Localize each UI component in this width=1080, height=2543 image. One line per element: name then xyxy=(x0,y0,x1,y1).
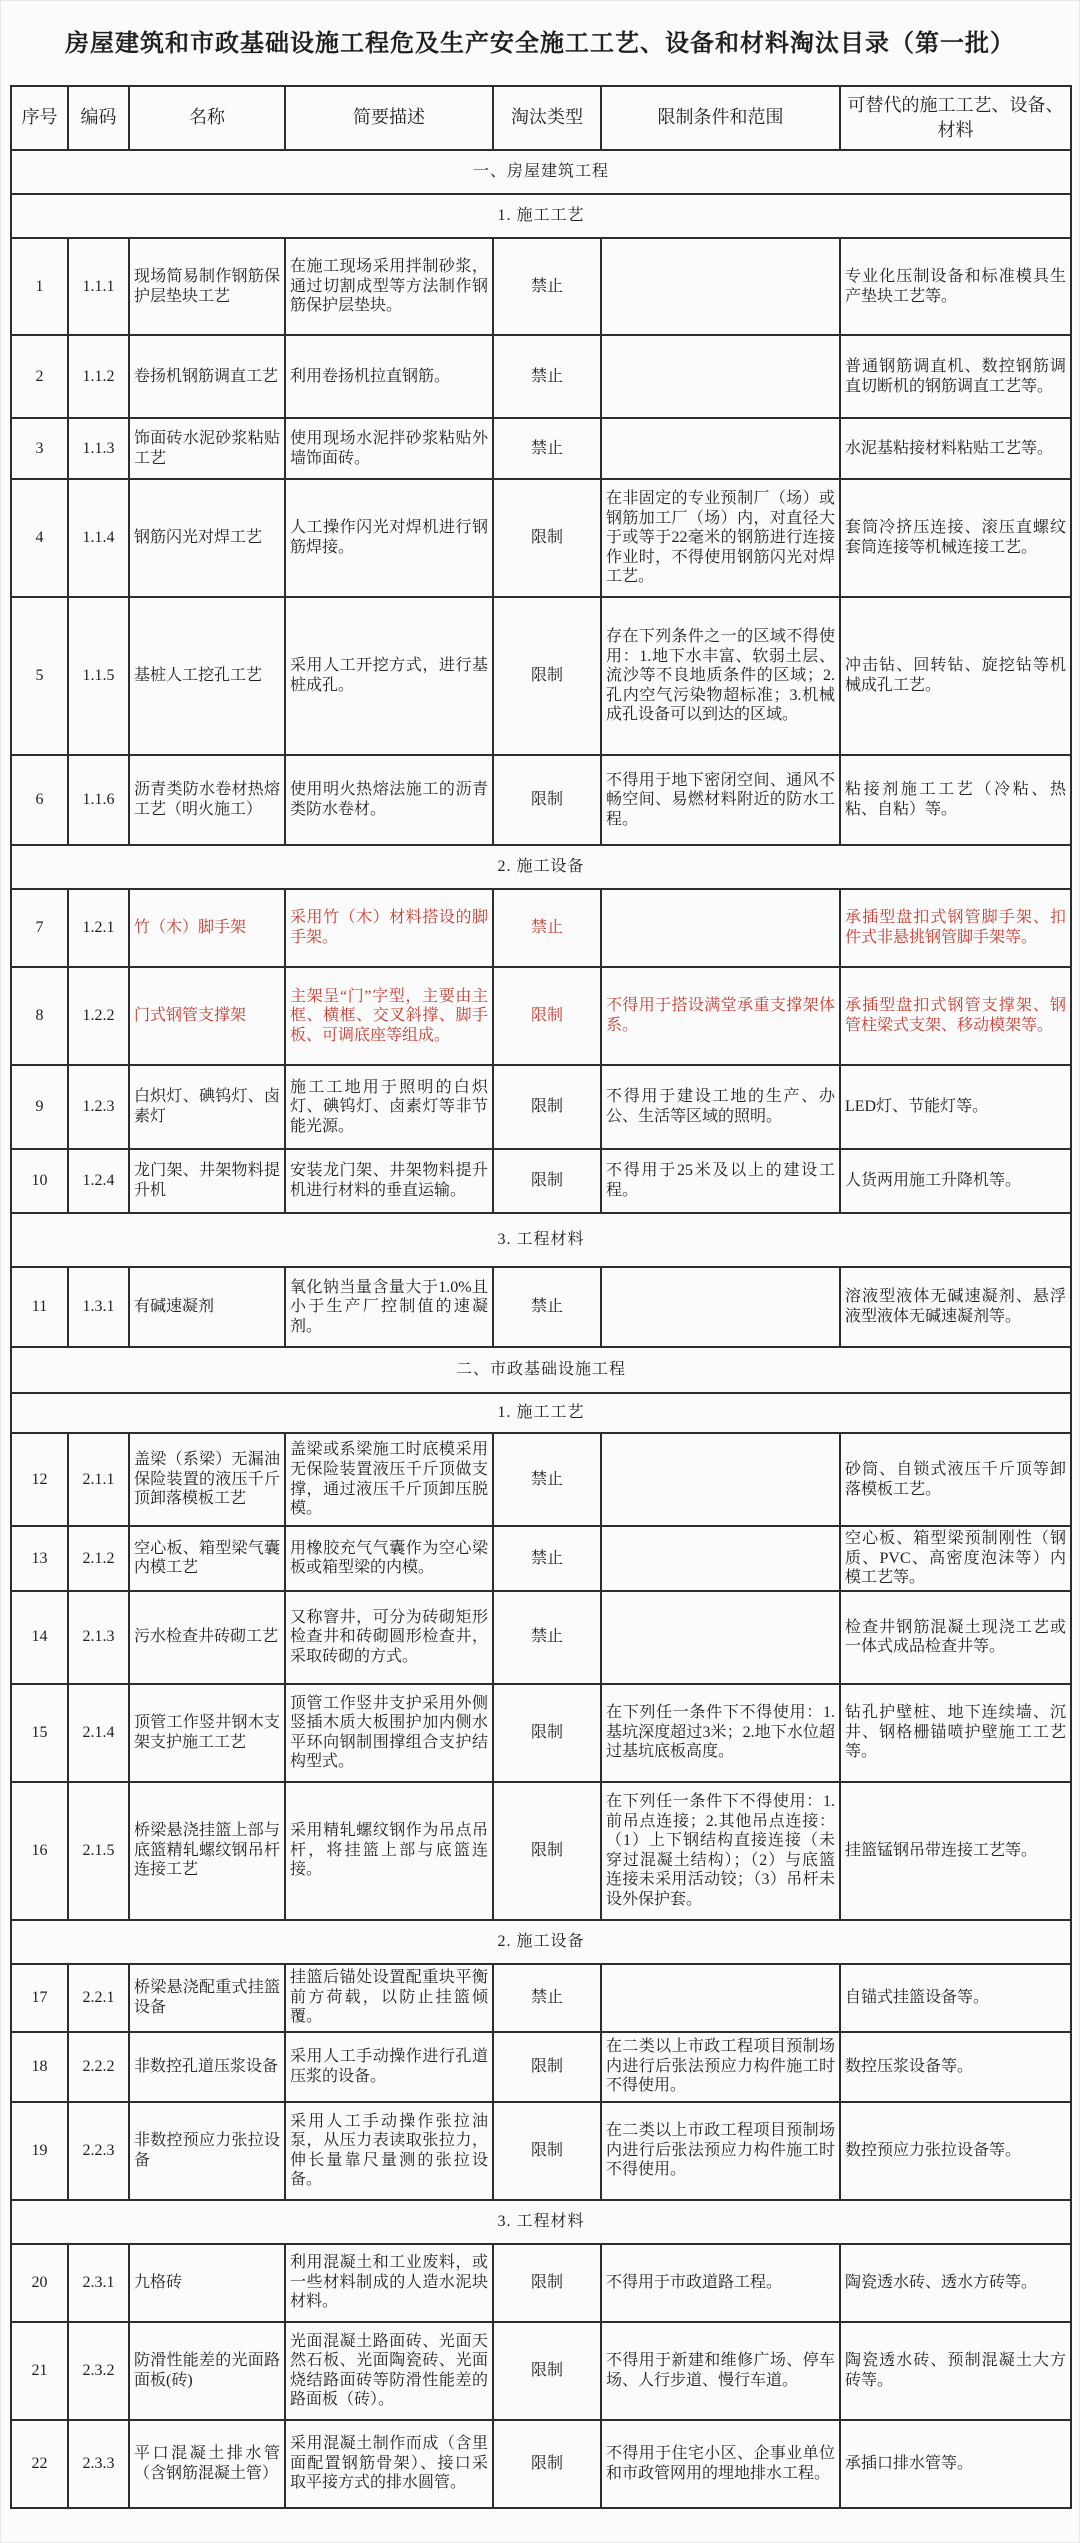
cell-description: 在施工现场采用拌制砂浆，通过切割成型等方法制作钢筋保护层垫块。 xyxy=(285,238,493,335)
section-title: 1. 施工工艺 xyxy=(11,1393,1071,1433)
cell-no: 20 xyxy=(11,2244,68,2322)
cell-alternative: 陶瓷透水砖、预制混凝土大方砖等。 xyxy=(840,2322,1071,2420)
cell-type: 禁止 xyxy=(493,1526,601,1591)
cell-code: 1.1.1 xyxy=(68,238,129,335)
cell-code: 2.2.3 xyxy=(68,2102,129,2200)
cell-restriction xyxy=(601,1591,840,1684)
cell-name: 基桩人工挖孔工艺 xyxy=(129,597,285,755)
section-title: 1. 施工工艺 xyxy=(11,194,1071,238)
cell-restriction: 不得用于搭设满堂承重支撑架体系。 xyxy=(601,967,840,1065)
cell-alternative: LED灯、节能灯等。 xyxy=(840,1065,1071,1149)
cell-description: 采用人工手动操作进行孔道压浆的设备。 xyxy=(285,2032,493,2102)
section-row xyxy=(11,194,1071,238)
cell-name: 非数控孔道压浆设备 xyxy=(129,2032,285,2102)
cell-code: 2.2.1 xyxy=(68,1964,129,2032)
table-row xyxy=(11,1433,1071,1526)
cell-type: 限制 xyxy=(493,2244,601,2322)
cell-restriction xyxy=(601,238,840,335)
section-title: 3. 工程材料 xyxy=(11,2200,1071,2244)
cell-restriction xyxy=(601,335,840,418)
table-row xyxy=(11,1964,1071,2032)
cell-description: 采用精轧螺纹钢作为吊点吊杆，将挂篮上部与底篮连接。 xyxy=(285,1782,493,1920)
table-row xyxy=(11,2244,1071,2322)
cell-alternative: 专业化压制设备和标准模具生产垫块工艺等。 xyxy=(840,238,1071,335)
cell-no: 9 xyxy=(11,1065,68,1149)
cell-restriction xyxy=(601,1526,840,1591)
cell-name: 有碱速凝剂 xyxy=(129,1267,285,1347)
cell-description: 主架呈“门”字型，主要由主框、横框、交叉斜撑、脚手板、可调底座等组成。 xyxy=(285,967,493,1065)
cell-name: 龙门架、井架物料提升机 xyxy=(129,1149,285,1213)
section-row xyxy=(11,2200,1071,2244)
cell-type: 限制 xyxy=(493,2032,601,2102)
section-row xyxy=(11,1393,1071,1433)
column-header-code: 编码 xyxy=(68,86,129,150)
cell-name: 非数控预应力张拉设备 xyxy=(129,2102,285,2200)
cell-alternative: 冲击钻、回转钻、旋挖钻等机械成孔工艺。 xyxy=(840,597,1071,755)
cell-no: 3 xyxy=(11,418,68,479)
cell-code: 2.3.2 xyxy=(68,2322,129,2420)
cell-restriction: 不得用于新建和维修广场、停车场、人行步道、慢行车道。 xyxy=(601,2322,840,2420)
cell-restriction xyxy=(601,1267,840,1347)
cell-no: 15 xyxy=(11,1684,68,1782)
table-row xyxy=(11,2420,1071,2508)
cell-name: 沥青类防水卷材热熔工艺（明火施工） xyxy=(129,755,285,845)
cell-type: 限制 xyxy=(493,967,601,1065)
cell-name: 桥梁悬浇挂篮上部与底篮精轧螺纹钢吊杆连接工艺 xyxy=(129,1782,285,1920)
cell-alternative: 人货两用施工升降机等。 xyxy=(840,1149,1071,1213)
table-row xyxy=(11,238,1071,335)
cell-code: 1.2.1 xyxy=(68,889,129,967)
cell-no: 10 xyxy=(11,1149,68,1213)
cell-no: 16 xyxy=(11,1782,68,1920)
cell-description: 光面混凝土路面砖、光面天然石板、光面陶瓷砖、光面烧结路面砖等防滑性能差的路面板（砖）。 xyxy=(285,2322,493,2420)
cell-code: 2.1.1 xyxy=(68,1433,129,1526)
cell-alternative: 数控压浆设备等。 xyxy=(840,2032,1071,2102)
cell-description: 安装龙门架、井架物料提升机进行材料的垂直运输。 xyxy=(285,1149,493,1213)
cell-no: 2 xyxy=(11,335,68,418)
cell-code: 1.2.3 xyxy=(68,1065,129,1149)
cell-code: 2.1.4 xyxy=(68,1684,129,1782)
cell-description: 挂篮后锚处设置配重块平衡前方荷载，以防止挂篮倾覆。 xyxy=(285,1964,493,2032)
cell-description: 盖梁或系梁施工时底模采用无保险装置液压千斤顶做支撑，通过液压千斤顶卸压脱模。 xyxy=(285,1433,493,1526)
cell-code: 1.3.1 xyxy=(68,1267,129,1347)
cell-description: 顶管工作竖井支护采用外侧竖插木质大板围护加内侧水平环向钢制围撑组合支护结构型式。 xyxy=(285,1684,493,1782)
table-row xyxy=(11,889,1071,967)
cell-restriction: 在下列任一条件下不得使用：1.基坑深度超过3米；2.地下水位超过基坑底板高度。 xyxy=(601,1684,840,1782)
cell-alternative: 砂筒、自锁式液压千斤顶等卸落模板工艺。 xyxy=(840,1433,1071,1526)
cell-description: 利用卷扬机拉直钢筋。 xyxy=(285,335,493,418)
cell-type: 限制 xyxy=(493,2420,601,2508)
cell-no: 12 xyxy=(11,1433,68,1526)
cell-type: 限制 xyxy=(493,479,601,597)
cell-type: 限制 xyxy=(493,1684,601,1782)
cell-type: 禁止 xyxy=(493,1964,601,2032)
cell-type: 限制 xyxy=(493,2102,601,2200)
cell-alternative: 钻孔护壁桩、地下连续墙、沉井、钢格栅锚喷护壁施工工艺等。 xyxy=(840,1684,1071,1782)
cell-description: 采用竹（木）材料搭设的脚手架。 xyxy=(285,889,493,967)
cell-alternative: 挂篮锰钢吊带连接工艺等。 xyxy=(840,1782,1071,1920)
cell-no: 19 xyxy=(11,2102,68,2200)
cell-description: 采用混凝土制作而成（含里面配置钢筋骨架）、接口采取平接方式的排水圆管。 xyxy=(285,2420,493,2508)
table-row xyxy=(11,1684,1071,1782)
header-row xyxy=(11,86,1071,150)
cell-type: 禁止 xyxy=(493,238,601,335)
cell-alternative: 套筒冷挤压连接、滚压直螺纹套筒连接等机械连接工艺。 xyxy=(840,479,1071,597)
cell-restriction: 在二类以上市政工程项目预制场内进行后张法预应力构件施工时不得使用。 xyxy=(601,2032,840,2102)
cell-description: 氧化钠当量含量大于1.0%且小于生产厂控制值的速凝剂。 xyxy=(285,1267,493,1347)
cell-code: 2.2.2 xyxy=(68,2032,129,2102)
cell-description: 施工工地用于照明的白炽灯、碘钨灯、卤素灯等非节能光源。 xyxy=(285,1065,493,1149)
cell-no: 22 xyxy=(11,2420,68,2508)
cell-name: 卷扬机钢筋调直工艺 xyxy=(129,335,285,418)
table-row xyxy=(11,1526,1071,1591)
table-row xyxy=(11,1267,1071,1347)
cell-description: 采用人工手动操作张拉油泵，从压力表读取张拉力，伸长量靠尺量测的张拉设备。 xyxy=(285,2102,493,2200)
cell-description: 人工操作闪光对焊机进行钢筋焊接。 xyxy=(285,479,493,597)
cell-alternative: 粘接剂施工工艺（冷粘、热粘、自粘）等。 xyxy=(840,755,1071,845)
cell-alternative: 承插型盘扣式钢管支撑架、钢管柱梁式支架、移动模架等。 xyxy=(840,967,1071,1065)
cell-no: 5 xyxy=(11,597,68,755)
table-row xyxy=(11,1782,1071,1920)
section-row xyxy=(11,845,1071,889)
cell-restriction: 在下列任一条件下不得使用：1.前吊点连接；2.其他吊点连接：（1）上下钢结构直接连接（未穿过混凝土结构）；（2）与底篮连接未采用活动铰；（3）吊杆未设外保护套。 xyxy=(601,1782,840,1920)
cell-description: 又称窨井，可分为砖砌矩形检查井和砖砌圆形检查井，采取砖砌的方式。 xyxy=(285,1591,493,1684)
cell-type: 限制 xyxy=(493,597,601,755)
table-row xyxy=(11,2102,1071,2200)
cell-restriction: 不得用于25米及以上的建设工程。 xyxy=(601,1149,840,1213)
table-row xyxy=(11,418,1071,479)
table-row xyxy=(11,479,1071,597)
cell-type: 禁止 xyxy=(493,889,601,967)
cell-code: 1.1.2 xyxy=(68,335,129,418)
cell-name: 桥梁悬浇配重式挂篮设备 xyxy=(129,1964,285,2032)
cell-code: 2.1.2 xyxy=(68,1526,129,1591)
cell-description: 使用明火热熔法施工的沥青类防水卷材。 xyxy=(285,755,493,845)
table-row xyxy=(11,967,1071,1065)
cell-description: 利用混凝土和工业废料，或一些材料制成的人造水泥块材料。 xyxy=(285,2244,493,2322)
cell-name: 现场简易制作钢筋保护层垫块工艺 xyxy=(129,238,285,335)
cell-no: 17 xyxy=(11,1964,68,2032)
cell-name: 防滑性能差的光面路面板(砖) xyxy=(129,2322,285,2420)
column-header-name: 名称 xyxy=(129,86,285,150)
cell-restriction: 在非固定的专业预制厂（场）或钢筋加工厂（场）内，对直径大于或等于22毫米的钢筋进行连接作业时，不得使用钢筋闪光对焊工艺。 xyxy=(601,479,840,597)
cell-name: 空心板、箱型梁气囊内模工艺 xyxy=(129,1526,285,1591)
column-header-type: 淘汰类型 xyxy=(493,86,601,150)
cell-alternative: 陶瓷透水砖、透水方砖等。 xyxy=(840,2244,1071,2322)
table-row xyxy=(11,2032,1071,2102)
cell-name: 竹（木）脚手架 xyxy=(129,889,285,967)
cell-code: 1.1.3 xyxy=(68,418,129,479)
cell-restriction xyxy=(601,1433,840,1526)
cell-restriction xyxy=(601,1964,840,2032)
cell-type: 禁止 xyxy=(493,1433,601,1526)
cell-no: 18 xyxy=(11,2032,68,2102)
cell-no: 13 xyxy=(11,1526,68,1591)
cell-restriction: 不得用于建设工地的生产、办公、生活等区域的照明。 xyxy=(601,1065,840,1149)
cell-name: 钢筋闪光对焊工艺 xyxy=(129,479,285,597)
section-row xyxy=(11,1347,1071,1393)
cell-alternative: 数控预应力张拉设备等。 xyxy=(840,2102,1071,2200)
cell-code: 1.1.5 xyxy=(68,597,129,755)
cell-restriction xyxy=(601,889,840,967)
catalog-table-body xyxy=(11,150,1071,2508)
table-row xyxy=(11,1591,1071,1684)
cell-no: 21 xyxy=(11,2322,68,2420)
cell-name: 盖梁（系梁）无漏油保险装置的液压千斤顶卸落模板工艺 xyxy=(129,1433,285,1526)
cell-type: 禁止 xyxy=(493,418,601,479)
cell-name: 白炽灯、碘钨灯、卤素灯 xyxy=(129,1065,285,1149)
cell-alternative: 自锚式挂篮设备等。 xyxy=(840,1964,1071,2032)
cell-type: 禁止 xyxy=(493,335,601,418)
cell-type: 限制 xyxy=(493,1149,601,1213)
cell-no: 1 xyxy=(11,238,68,335)
cell-alternative: 检查井钢筋混凝土现浇工艺或一体式成品检查井等。 xyxy=(840,1591,1071,1684)
cell-type: 禁止 xyxy=(493,1267,601,1347)
cell-type: 限制 xyxy=(493,1782,601,1920)
cell-restriction: 不得用于市政道路工程。 xyxy=(601,2244,840,2322)
cell-code: 1.2.2 xyxy=(68,967,129,1065)
cell-type: 限制 xyxy=(493,2322,601,2420)
cell-type: 限制 xyxy=(493,1065,601,1149)
column-header-description: 简要描述 xyxy=(285,86,493,150)
cell-name: 饰面砖水泥砂浆粘贴工艺 xyxy=(129,418,285,479)
cell-description: 用橡胶充气气囊作为空心梁板或箱型梁的内模。 xyxy=(285,1526,493,1591)
column-header-restriction: 限制条件和范围 xyxy=(601,86,840,150)
cell-restriction: 在二类以上市政工程项目预制场内进行后张法预应力构件施工时不得使用。 xyxy=(601,2102,840,2200)
document-title: 房屋建筑和市政基础设施工程危及生产安全施工工艺、设备和材料淘汰目录（第一批） xyxy=(65,31,1015,57)
section-title: 2. 施工设备 xyxy=(11,1920,1071,1964)
table-row xyxy=(11,335,1071,418)
table-row xyxy=(11,1065,1071,1149)
cell-code: 2.3.1 xyxy=(68,2244,129,2322)
section-row xyxy=(11,1213,1071,1267)
section-row xyxy=(11,1920,1071,1964)
table-row xyxy=(11,755,1071,845)
section-title: 3. 工程材料 xyxy=(11,1213,1071,1267)
section-title: 二、市政基础设施工程 xyxy=(11,1347,1071,1393)
column-header-alternative: 可替代的施工工艺、设备、材料 xyxy=(840,86,1071,150)
cell-type: 禁止 xyxy=(493,1591,601,1684)
cell-name: 顶管工作竖井钢木支架支护施工工艺 xyxy=(129,1684,285,1782)
cell-code: 1.1.6 xyxy=(68,755,129,845)
section-row xyxy=(11,150,1071,194)
cell-restriction: 存在下列条件之一的区域不得使用：1.地下水丰富、软弱土层、流沙等不良地质条件的区域；2.孔内空气污染物超标准；3.机械成孔设备可以到达的区域。 xyxy=(601,597,840,755)
table-row xyxy=(11,1149,1071,1213)
cell-alternative: 承插型盘扣式钢管脚手架、扣件式非悬挑钢管脚手架等。 xyxy=(840,889,1071,967)
cell-code: 2.3.3 xyxy=(68,2420,129,2508)
cell-restriction: 不得用于住宅小区、企事业单位和市政管网用的埋地排水工程。 xyxy=(601,2420,840,2508)
cell-restriction: 不得用于地下密闭空间、通风不畅空间、易燃材料附近的防水工程。 xyxy=(601,755,840,845)
cell-alternative: 溶液型液体无碱速凝剂、悬浮液型液体无碱速凝剂等。 xyxy=(840,1267,1071,1347)
cell-name: 污水检查井砖砌工艺 xyxy=(129,1591,285,1684)
cell-description: 采用人工开挖方式，进行基桩成孔。 xyxy=(285,597,493,755)
cell-no: 14 xyxy=(11,1591,68,1684)
cell-alternative: 承插口排水管等。 xyxy=(840,2420,1071,2508)
section-title: 一、房屋建筑工程 xyxy=(11,150,1071,194)
cell-no: 6 xyxy=(11,755,68,845)
cell-name: 平口混凝土排水管（含钢筋混凝土管） xyxy=(129,2420,285,2508)
cell-code: 1.1.4 xyxy=(68,479,129,597)
cell-no: 7 xyxy=(11,889,68,967)
cell-code: 2.1.3 xyxy=(68,1591,129,1684)
cell-restriction xyxy=(601,418,840,479)
cell-alternative: 空心板、箱型梁预制刚性（钢质、PVC、高密度泡沫等）内模工艺等。 xyxy=(840,1526,1071,1591)
cell-type: 限制 xyxy=(493,755,601,845)
cell-no: 8 xyxy=(11,967,68,1065)
cell-alternative: 普通钢筋调直机、数控钢筋调直切断机的钢筋调直工艺等。 xyxy=(840,335,1071,418)
cell-code: 2.1.5 xyxy=(68,1782,129,1920)
cell-alternative: 水泥基粘接材料粘贴工艺等。 xyxy=(840,418,1071,479)
cell-name: 九格砖 xyxy=(129,2244,285,2322)
table-row xyxy=(11,597,1071,755)
cell-code: 1.2.4 xyxy=(68,1149,129,1213)
elimination-catalog-table xyxy=(10,85,1072,2509)
cell-no: 4 xyxy=(11,479,68,597)
section-title: 2. 施工设备 xyxy=(11,845,1071,889)
cell-description: 使用现场水泥拌砂浆粘贴外墙饰面砖。 xyxy=(285,418,493,479)
table-row xyxy=(11,2322,1071,2420)
cell-no: 11 xyxy=(11,1267,68,1347)
cell-name: 门式钢管支撑架 xyxy=(129,967,285,1065)
column-header-no: 序号 xyxy=(11,86,68,150)
